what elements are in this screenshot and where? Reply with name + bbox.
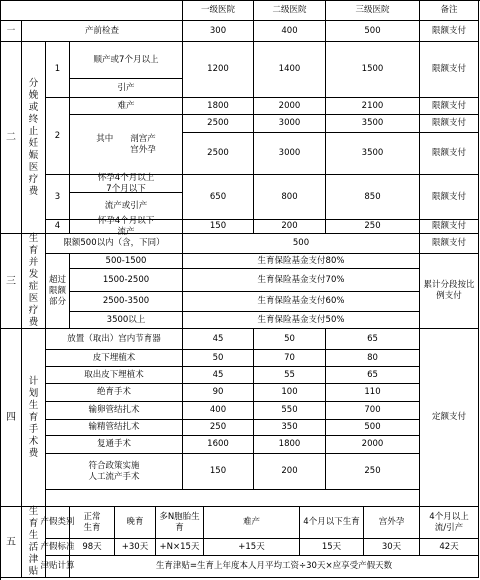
table-cell: 产假类别 (46, 507, 70, 539)
table-cell: 五 (1, 507, 22, 578)
table-cell: 累计分段按比例支付 (420, 254, 479, 329)
table-cell: 4个月以下生育 (300, 507, 364, 539)
table-cell: 限额支付 (420, 42, 479, 98)
table-cell: 产前检查 (22, 21, 183, 42)
table-cell: 1500-2500 (70, 269, 183, 292)
table-cell: 2000 (326, 436, 420, 454)
table-cell: 流产或引产 (70, 193, 183, 220)
table-cell: 1200 (183, 42, 254, 98)
table-cell: 四 (1, 329, 22, 507)
table-cell: 生育并发症医疗费 (22, 234, 46, 329)
table-cell: 输精管结扎术 (46, 420, 183, 436)
table-cell: 50 (254, 329, 326, 350)
table-cell: 65 (326, 329, 420, 350)
table-cell: 限额500以内（含，下同） (46, 234, 183, 254)
table-cell: 难产 (70, 98, 183, 115)
table-cell: 二级医院 (254, 1, 326, 21)
table-cell: 取出皮下埋植术 (46, 367, 183, 384)
table-cell: 400 (183, 402, 254, 420)
table-cell: 1400 (254, 42, 326, 98)
table-cell: 650 (183, 175, 254, 220)
table-cell: 生育保险基金支付80% (183, 254, 420, 269)
table-cell: 超过限额部分 (46, 254, 70, 329)
table-cell: 2500 (183, 115, 254, 133)
table-cell: 怀孕4个月以下 流产 (70, 220, 183, 234)
table-cell: 300 (183, 21, 254, 42)
table-cell: 500 (326, 420, 420, 436)
table-cell (1, 1, 183, 21)
table-cell: 2500 (183, 133, 254, 175)
table-cell: 正常 生育 (70, 507, 115, 539)
table-cell: 250 (326, 454, 420, 490)
table-cell: 复通手术 (46, 436, 183, 454)
table-cell: 400 (254, 21, 326, 42)
table-cell: 一级医院 (183, 1, 254, 21)
table-cell: 50 (183, 350, 254, 367)
table-cell: 其中 剖宫产 宫外孕 (70, 115, 183, 175)
table-cell: 3000 (254, 115, 326, 133)
table-cell: 3 (46, 175, 70, 220)
table-cell: 绝育手术 (46, 384, 183, 402)
table-cell: 3500 (326, 115, 420, 133)
table-cell: 限额支付 (420, 175, 479, 220)
table-cell: 二 (1, 42, 22, 234)
table-cell: 110 (326, 384, 420, 402)
table-cell: 皮下埋植术 (46, 350, 183, 367)
table-cell: 限额支付 (420, 234, 479, 254)
table-cell: 100 (254, 384, 326, 402)
table-cell: 限额支付 (420, 98, 479, 115)
table-cell: 三 (1, 234, 22, 329)
table-cell: 难产 (204, 507, 300, 539)
table-cell: 生育保险基金支付60% (183, 292, 420, 312)
table-cell: 550 (254, 402, 326, 420)
table-cell: 限额支付 (420, 115, 479, 133)
table-cell: 晚育 (115, 507, 156, 539)
table-cell: 150 (183, 454, 254, 490)
table-cell: 500 (326, 21, 420, 42)
table-cell: 3500 (326, 133, 420, 175)
table-cell: 生育保险基金支付70% (183, 269, 420, 292)
table-cell: 250 (183, 420, 254, 436)
table-cell: 200 (254, 220, 326, 234)
table-cell: 定额支付 (420, 329, 479, 507)
table-cell: 15天 (300, 539, 364, 556)
table-cell: 备注 (420, 1, 479, 21)
table-cell: 90 (183, 384, 254, 402)
table-cell: 生育津贴=生育上年度本人月平均工资÷30天×应享受产假天数 (70, 556, 479, 578)
table-cell: 宫外孕 (364, 507, 420, 539)
table-cell: 3500以上 (70, 312, 183, 329)
table-cell: 2 (46, 98, 70, 175)
table-cell: +15天 (204, 539, 300, 556)
table-cell: 250 (326, 220, 420, 234)
table-cell: 2100 (326, 98, 420, 115)
table-cell: 三级医院 (326, 1, 420, 21)
table-cell: 55 (254, 367, 326, 384)
table-cell: 800 (254, 175, 326, 220)
table-cell: 怀孕4个月以上 7个月以下 (70, 175, 183, 193)
table-cell: 1800 (183, 98, 254, 115)
table-cell: 输卵管结扎术 (46, 402, 183, 420)
table-cell: 放置（取出）宫内节育器 (46, 329, 183, 350)
table-cell: 4个月以上 流/引产 (420, 507, 479, 539)
table-cell: +N×15天 (156, 539, 204, 556)
table-cell: +30天 (115, 539, 156, 556)
table-cell: 引产 (70, 79, 183, 98)
table-cell: 45 (183, 329, 254, 350)
table-cell: 1 (46, 42, 70, 98)
table-cell: 津贴计算 (46, 556, 70, 578)
table-cell: 45 (183, 367, 254, 384)
table-cell: 限额支付 (420, 21, 479, 42)
table-cell: 850 (326, 175, 420, 220)
table-cell: 顺产或7个月以上 (70, 42, 183, 79)
table-cell: 生育保险基金支付50% (183, 312, 420, 329)
table-cell: 限额支付 (420, 220, 479, 234)
table-cell: 符合政策实施 人工流产手术 (46, 454, 183, 490)
table-cell: 生育生活津贴 (22, 507, 46, 578)
table-cell: 产假标准 (46, 539, 70, 556)
table-cell: 计划生育手术费 (22, 329, 46, 507)
table-cell: 42天 (420, 539, 479, 556)
table-cell: 65 (326, 367, 420, 384)
table-cell: 1600 (183, 436, 254, 454)
table-cell: 30天 (364, 539, 420, 556)
table-cell: 98天 (70, 539, 115, 556)
table-cell: 一 (1, 21, 22, 42)
table-cell: 200 (254, 454, 326, 490)
table-cell: 70 (254, 350, 326, 367)
table-cell: 1500 (326, 42, 420, 98)
table-cell: 限额支付 (420, 133, 479, 175)
table-cell: 多N胞胎生育 (156, 507, 204, 539)
table-cell: 1800 (254, 436, 326, 454)
table-cell: 700 (326, 402, 420, 420)
table-cell: 3000 (254, 133, 326, 175)
table-cell: 2500-3500 (70, 292, 183, 312)
table-cell (46, 490, 420, 507)
table-cell: 2000 (254, 98, 326, 115)
table-cell: 150 (183, 220, 254, 234)
table-cell: 500-1500 (70, 254, 183, 269)
table-cell: 分娩或终止妊娠医疗费 (22, 42, 46, 234)
table-cell: 80 (326, 350, 420, 367)
table-cell: 4 (46, 220, 70, 234)
table-cell: 350 (254, 420, 326, 436)
table-cell: 500 (183, 234, 420, 254)
